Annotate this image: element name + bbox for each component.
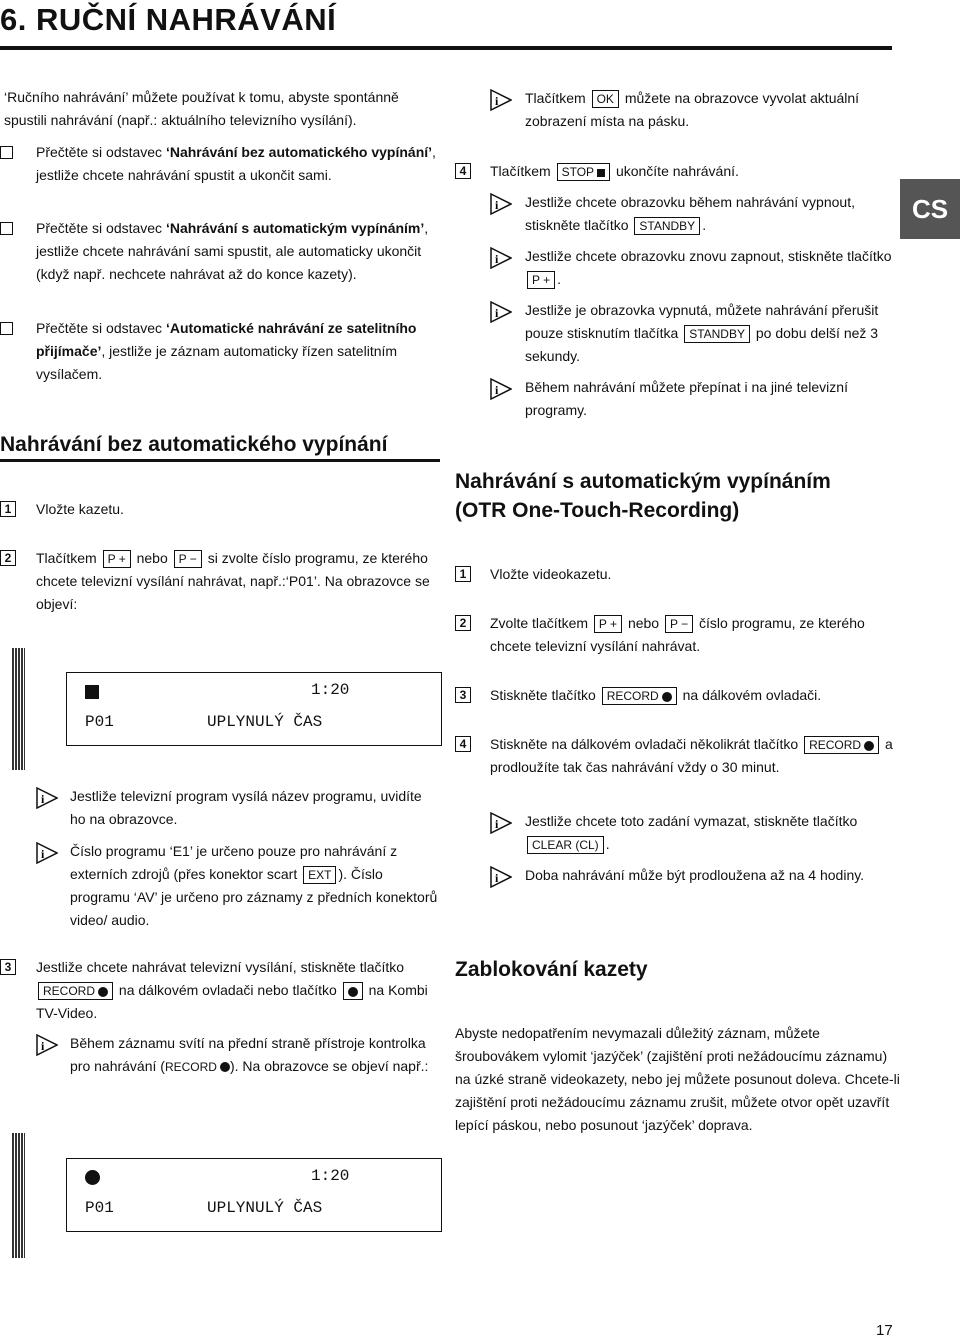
info-icon [36, 787, 58, 809]
otr-step-2: 2 Zvolte tlačítkem P + nebo P − číslo programu, ze kterého chcete televizní vysílání nahrávat. [455, 612, 900, 658]
intro-block [0, 86, 440, 132]
osd-program: P01 [85, 1199, 114, 1217]
svg-text:i: i [41, 847, 45, 861]
otr-step-4: 4 Stiskněte na dálkovém ovladači několikrát tlačítko RECORD a prodloužíte tak čas nahrávání vždy o 30 minut. [455, 733, 900, 779]
record-dot-icon [662, 692, 672, 702]
svg-text:i: i [495, 306, 499, 320]
info-icon [490, 247, 512, 269]
osd-label: UPLYNULÝ ČAS [207, 713, 323, 731]
info-ok: i Tlačítkem OK můžete na obrazovce vyvolat aktuální zobrazení místa na pásku. [490, 87, 900, 133]
intro-bullet: Přečtěte si odstavec ‘Nahrávání s automatickým vypínáním’, jestliže chcete nahrávání sami spustit, ale automaticky ukončit (když např. nechcete nahrávat až do konce kazety). [0, 217, 440, 286]
standby-key: STANDBY [634, 217, 700, 235]
p-minus-key: P − [665, 615, 693, 633]
svg-text:i: i [495, 871, 499, 885]
screen-edge-bar [12, 648, 25, 770]
section-heading-otr [455, 467, 900, 525]
ok-key: OK [592, 90, 619, 108]
osd-label: UPLYNULÝ ČAS [207, 1199, 323, 1217]
info-c: i Jestliže je obrazovka vypnutá, můžete nahrávání přerušit pouze stisknutím tlačítka STANDBY po dobu delší než 3 sekundy. [490, 299, 900, 368]
step-2: 2 Tlačítkem P + nebo P − si zvolte číslo programu, ze kterého chcete televizní vysílání nahrávat, např.:‘P01’. Na obrazovce se objeví: [0, 547, 440, 616]
otr-step-3: 3 Stiskněte tlačítko RECORD na dálkovém ovladači. [455, 684, 900, 707]
record-key: RECORD [602, 687, 677, 705]
record-key: RECORD [804, 736, 879, 754]
info-icon [490, 812, 512, 834]
p-plus-key: P + [527, 271, 555, 289]
stop-square-icon [597, 169, 605, 177]
info-1 [36, 785, 440, 831]
otr-step-1 [455, 563, 900, 586]
osd-time: 1:20 [311, 1167, 350, 1185]
info-e: i Jestliže chcete toto zadání vymazat, stiskněte tlačítko CLEAR (CL) . [490, 810, 900, 856]
intro-text: ‘Ručního nahrávání’ můžete používat k tomu, abyste spontánně spustili nahrávání (např.: aktuálního televizního vysílání). [4, 89, 399, 128]
step-number: 3 [0, 959, 16, 975]
stop-key: STOP [557, 163, 610, 181]
intro-bullet: Přečtěte si odstavec ‘Nahrávání bez automatického vypínání’, jestliže chcete nahrávání spustit a ukončit sami. [0, 141, 440, 187]
svg-text:i: i [495, 252, 499, 266]
record-circle-icon [85, 1170, 100, 1185]
step-3: 3 Jestliže chcete nahrávat televizní vysílání, stiskněte tlačítko RECORD na dálkovém ovladači nebo tlačítko na Kombi TV-Video. [0, 956, 440, 1025]
info-3: i Během záznamu svítí na přední straně přístroje kontrolka pro nahrávání (RECORD ). Na obrazovce se objeví např.: [36, 1032, 440, 1079]
osd-screen-1 [66, 672, 442, 746]
step-number: 4 [455, 736, 471, 752]
svg-text:i: i [495, 94, 499, 108]
step-number: 1 [455, 566, 471, 582]
step-number: 2 [455, 615, 471, 631]
step-text: Vložte videokazetu. [490, 566, 612, 582]
svg-text:i: i [495, 198, 499, 212]
checkbox-icon [0, 146, 13, 159]
osd-program: P01 [85, 713, 114, 731]
section-heading-lock [455, 955, 900, 984]
info-icon [490, 89, 512, 111]
osd-time: 1:20 [311, 681, 350, 699]
p-minus-key: P − [174, 550, 202, 568]
section-title: Nahrávání s automatickým vypínáním (OTR One-Touch-Recording) [455, 470, 831, 522]
step-number: 4 [455, 163, 471, 179]
stop-square-icon [85, 685, 99, 699]
lock-paragraph [455, 1022, 900, 1137]
page-header [0, 0, 892, 50]
language-tab: CS [900, 179, 960, 239]
ext-key: EXT [303, 866, 336, 884]
osd-screen-2 [66, 1158, 442, 1232]
standby-key: STANDBY [684, 325, 750, 343]
step-1 [0, 498, 440, 521]
info-f [490, 864, 900, 887]
p-plus-key: P + [594, 615, 622, 633]
page-title: 6. RUČNÍ NAHRÁVÁNÍ [0, 2, 337, 37]
record-dot-icon [864, 741, 874, 751]
info-icon [36, 1034, 58, 1056]
section-title: Nahrávání bez automatického vypínání [0, 433, 388, 456]
svg-text:i: i [495, 383, 499, 397]
screen-edge-bar [12, 1133, 25, 1258]
info-a: i Jestliže chcete obrazovku během nahrávání vypnout, stiskněte tlačítko STANDBY . [490, 191, 900, 237]
info-2: i Číslo programu ‘E1’ je určeno pouze pro nahrávání z externích zdrojů (přes konektor scart EXT ). Číslo programu ‘AV’ je určeno pro záznamy z předních konektorů video/ audio. [36, 840, 440, 932]
checkbox-icon [0, 322, 13, 335]
info-icon [490, 378, 512, 400]
info-text: Doba nahrávání může být prodloužena až na 4 hodiny. [525, 867, 865, 883]
info-icon [490, 301, 512, 323]
record-dot-icon [98, 987, 108, 997]
record-key: RECORD [38, 982, 113, 1000]
step-number: 3 [455, 687, 471, 703]
info-b: i Jestliže chcete obrazovku znovu zapnout, stiskněte tlačítko P + . [490, 245, 900, 291]
info-text: Jestliže televizní program vysílá název programu, uvidíte ho na obrazovce. [70, 788, 422, 827]
step-number: 1 [0, 501, 16, 517]
step-4: 4 Tlačítkem STOP ukončíte nahrávání. [455, 160, 900, 183]
p-plus-key: P + [103, 550, 131, 568]
record-led-icon [220, 1062, 230, 1072]
info-d [490, 376, 900, 422]
svg-text:i: i [41, 792, 45, 806]
page-number: 17 [876, 1322, 893, 1339]
step-number: 2 [0, 550, 16, 566]
info-text: Během nahrávání můžete přepínat i na jiné televizní programy. [525, 379, 848, 418]
section-title: Zablokování kazety [455, 958, 648, 981]
section-heading-left [0, 430, 440, 462]
record-button-icon [343, 982, 363, 1000]
step-text: Vložte kazetu. [36, 501, 124, 517]
clear-key: CLEAR (CL) [527, 836, 604, 854]
paragraph-text: Abyste nedopatřením nevymazali důležitý záznam, můžete šroubovákem vylomit ‘jazýček’ (zajištění proti nežádoucímu záznamu) na úzké straně videokazety, nebo jej můžete posunout doleva. Chcete-li zajištění proti nežádoucímu záznamu zrušit, můžete otvor opět uzavřít lepící páskou, nebo posunout ‘jazýček’ doprava. [455, 1025, 900, 1133]
svg-text:i: i [41, 1039, 45, 1053]
info-icon [490, 193, 512, 215]
info-icon [490, 866, 512, 888]
svg-text:i: i [495, 817, 499, 831]
checkbox-icon [0, 222, 13, 235]
intro-bullet: Přečtěte si odstavec ‘Automatické nahrávání ze satelitního přijímače’, jestliže je záznam automaticky řízen satelitním vysílačem. [0, 317, 440, 386]
info-icon [36, 842, 58, 864]
